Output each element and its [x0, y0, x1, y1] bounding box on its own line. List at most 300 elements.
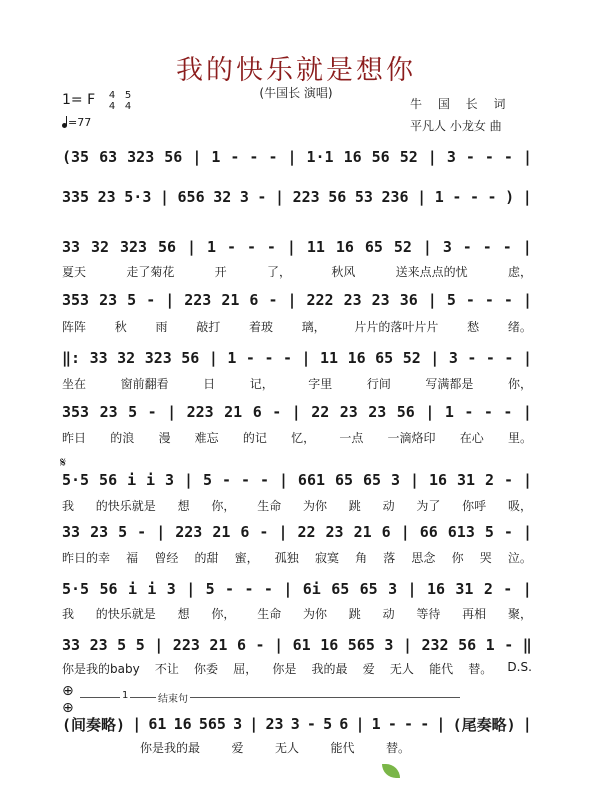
lyric-word: 开 [214, 265, 227, 279]
note-group: 56 [328, 188, 347, 206]
lyric-word: 曾经 [154, 551, 179, 565]
note-group: 223 [172, 636, 200, 654]
bar-line: | [522, 523, 532, 541]
lyric-word: 的记 [242, 431, 267, 445]
lyric-word: 你是 [272, 662, 297, 676]
note-group: - [240, 471, 250, 489]
note-group: 353 [62, 403, 90, 421]
lyric-word: 坐在 [62, 377, 87, 391]
time-sig-a-top: 4 [108, 90, 116, 101]
note-group: 5 [128, 403, 138, 421]
note-group: - [259, 471, 269, 489]
note-group: 32 [91, 238, 110, 256]
note-group: 16 [347, 349, 366, 367]
note-group: - [147, 403, 157, 421]
note-group: 65 [334, 471, 354, 489]
note-group: 3 [165, 471, 175, 489]
note-group: 3 [391, 471, 401, 489]
note-group: 16 [428, 471, 448, 489]
note-group: 65 [331, 580, 350, 598]
lyric-word: 敲打 [196, 320, 221, 334]
lyric-word: 我 [62, 607, 75, 621]
lyric-word: 我 [62, 499, 75, 513]
note-group: 236 [381, 188, 409, 206]
lyric-word: 秋风 [331, 265, 356, 279]
note-group: 32 [213, 188, 232, 206]
note-group: 323 [127, 148, 155, 166]
lyric-word: 里。 [507, 431, 532, 445]
note-group: 31 [455, 580, 474, 598]
quarter-note-icon [62, 123, 67, 128]
lyric-word: 你， [211, 499, 236, 513]
score-row-9-lyrics [62, 605, 532, 627]
note-group: 656 [177, 188, 205, 206]
note-group: 23 [325, 523, 344, 541]
lyric-word: 璃， [301, 320, 326, 334]
note-group: - [464, 403, 474, 421]
note-group: 53 [354, 188, 373, 206]
note-group: - [465, 148, 475, 166]
lyric-word: 的快乐就是 [95, 607, 156, 621]
note-group: - [257, 188, 267, 206]
note-group: 6 [240, 523, 250, 541]
note-group: 5 [118, 523, 128, 541]
note-group: 5 [484, 523, 494, 541]
lyric-word: D.S. [507, 660, 532, 674]
note-group: 1 [371, 715, 381, 733]
note-group: 56 [371, 148, 390, 166]
bar-line: | [427, 291, 437, 309]
performer-subtitle: (牛国长 演唱) [259, 86, 333, 100]
lyricist-credit: 牛 国 长 词 [410, 97, 512, 111]
bar-line: | [287, 148, 297, 166]
segno-icon: 𝄋 [60, 455, 67, 471]
bar-line: | [184, 471, 194, 489]
note-group: - [225, 580, 235, 598]
note-group: 5 [135, 636, 145, 654]
song-title: 我的快乐就是想你 [176, 55, 416, 86]
lyric-word: 你 [451, 551, 464, 565]
time-sig-b-bottom: 4 [124, 101, 132, 112]
note-group: - [268, 148, 278, 166]
lyric-word: 的快乐就是 [95, 499, 156, 513]
note-group: - [249, 148, 259, 166]
note-group: 21 [224, 403, 243, 421]
note-group: - [246, 238, 256, 256]
lyric-word: 虑， [507, 265, 532, 279]
note-group: - [503, 580, 513, 598]
note-group: 56 [458, 636, 477, 654]
bar-line: | [154, 636, 164, 654]
note-group: 56 [164, 148, 183, 166]
note-group: i [146, 471, 156, 489]
lyric-word: 日 [203, 377, 216, 391]
score-row-1-notes [62, 146, 532, 168]
note-group: 6 [252, 403, 262, 421]
score-row-7-lyrics [62, 497, 532, 519]
note-group: - [503, 523, 513, 541]
time-sig-a-bottom: 4 [108, 101, 116, 112]
note-group: 565 [198, 715, 226, 733]
note-group: 61 [292, 636, 311, 654]
note-group: 335 [62, 188, 90, 206]
note-group: 61 [148, 715, 167, 733]
bar-line: | [274, 636, 284, 654]
note-group: - [266, 238, 276, 256]
lyric-word: 你， [211, 607, 236, 621]
bar-line: | [355, 715, 365, 733]
ending-bracket [80, 697, 460, 698]
score-row-8-notes [62, 521, 532, 543]
note-group: 5 [205, 580, 215, 598]
bar-line: | [422, 238, 432, 256]
note-group: 21 [212, 523, 231, 541]
bar-line: | [159, 188, 169, 206]
bar-line: | [208, 349, 218, 367]
note-group: 65 [359, 580, 378, 598]
bar-line: | [186, 580, 196, 598]
lyric-word: 吸， [507, 499, 532, 513]
note-group: - [504, 349, 514, 367]
note-group: 613 [447, 523, 475, 541]
note-group: 56 [99, 580, 118, 598]
note-group: 33 [62, 238, 81, 256]
note-group: - [469, 188, 479, 206]
bar-line: | [522, 238, 532, 256]
note-group: 22 [297, 523, 316, 541]
note-group: 66 [419, 523, 438, 541]
bar-line: | [417, 188, 427, 206]
note-group: 21 [221, 291, 240, 309]
bar-line: | [400, 523, 410, 541]
score-row-6-lyrics [62, 429, 532, 451]
note-group: 5 [203, 471, 213, 489]
note-group: 11 [306, 238, 325, 256]
bar-line: | [156, 523, 166, 541]
bar-line: | [522, 349, 532, 367]
score-row-10-lyrics [62, 660, 532, 682]
lyric-word: 为你 [302, 607, 327, 621]
note-group: ‖: [62, 349, 81, 367]
note-group: - [264, 349, 274, 367]
lyric-word: 你是我的baby [62, 662, 140, 676]
bar-line: | [436, 715, 446, 733]
lyric-word: 想 [177, 499, 190, 513]
bar-line: | [275, 188, 285, 206]
note-group: i [127, 471, 137, 489]
lyric-word: 孤独 [274, 551, 299, 565]
note-group: - [306, 715, 316, 733]
coda-icon-2: ⊕ [62, 700, 74, 716]
note-group: - [226, 238, 236, 256]
note-group: - [282, 349, 292, 367]
note-group: 3 [388, 580, 398, 598]
lyric-word: 秋 [114, 320, 127, 334]
note-group: 3 [290, 715, 300, 733]
key-signature: 1= F [62, 92, 96, 108]
note-group: - [482, 238, 492, 256]
note-group: 5 [323, 715, 333, 733]
lyric-word: 行间 [366, 377, 391, 391]
tempo [62, 116, 91, 129]
note-group: 565 [347, 636, 375, 654]
lyric-word: 爱 [231, 741, 244, 755]
note-group: 1 [434, 188, 444, 206]
note-group: 11 [320, 349, 339, 367]
score-row-3-lyrics [62, 263, 532, 285]
bar-line: | [522, 188, 532, 206]
note-group: 323 [120, 238, 148, 256]
lyric-word: 蜜， [234, 551, 259, 565]
note-group: - [484, 148, 494, 166]
note-group: 23 [90, 523, 109, 541]
lyric-word: 能代 [429, 662, 454, 676]
note-group: - [484, 291, 494, 309]
lyric-word: 跳 [348, 607, 361, 621]
lyric-word: 在心 [459, 431, 484, 445]
score-row-4-notes [62, 289, 532, 311]
note-group: - [503, 403, 513, 421]
note-group: 56 [396, 403, 415, 421]
note-group: 1 [207, 238, 217, 256]
bar-line: | [291, 403, 301, 421]
lyric-word: 替。 [468, 662, 493, 676]
note-group: - [502, 238, 512, 256]
note-group: 22 [311, 403, 330, 421]
note-group: (间奏略) [62, 715, 126, 734]
note-group: 5·5 [62, 471, 90, 489]
note-group: 33 [62, 636, 81, 654]
note-group: 5·3 [124, 188, 152, 206]
lyric-word: 窗前翻看 [120, 377, 169, 391]
note-group: - [503, 148, 513, 166]
score-row-3-notes [62, 236, 532, 258]
composer-credit: 平凡人 小龙女 曲 [410, 119, 502, 133]
note-group: 32 [117, 349, 136, 367]
bar-line: | [167, 403, 177, 421]
score-row-6-notes [62, 401, 532, 423]
lyric-word: 能代 [330, 741, 355, 755]
note-group: 52 [399, 148, 418, 166]
lyric-word: 想 [177, 607, 190, 621]
note-group: - [230, 148, 240, 166]
note-group: 6i [302, 580, 321, 598]
score-row-7-notes [62, 469, 532, 491]
lyric-word: 字里 [308, 377, 333, 391]
note-group: 3 [448, 349, 458, 367]
note-group: - [503, 291, 513, 309]
lyric-word: 泣。 [507, 551, 532, 565]
note-group: - [263, 580, 273, 598]
lyric-word: 再相 [462, 607, 487, 621]
note-group: ) [505, 188, 515, 206]
bar-line: | [132, 715, 142, 733]
lyric-word: 的甜 [194, 551, 219, 565]
bar-line: | [165, 291, 175, 309]
bar-line: | [192, 148, 202, 166]
lyric-word: 你呼 [462, 499, 487, 513]
lyric-word: 无人 [274, 741, 299, 755]
score-row-10-notes [62, 634, 532, 656]
bar-line: ‖ [522, 636, 532, 654]
note-group: 2 [485, 471, 495, 489]
note-group: 5·5 [62, 580, 90, 598]
bar-line: | [522, 471, 532, 489]
note-group: 1 [211, 148, 221, 166]
lyric-word: 一滴烙印 [387, 431, 436, 445]
bar-line: | [430, 349, 440, 367]
note-group: 36 [399, 291, 418, 309]
note-group: 3 [233, 715, 243, 733]
time-sig-b-top: 5 [124, 90, 132, 101]
note-group: 1·1 [306, 148, 334, 166]
lyric-word: 记， [249, 377, 274, 391]
bar-line: | [402, 636, 412, 654]
lyric-word: 聚， [507, 607, 532, 621]
note-group: 661 [297, 471, 326, 489]
note-group: 3 [166, 580, 176, 598]
lyric-word: 动 [382, 499, 395, 513]
lyric-word: 等待 [416, 607, 441, 621]
note-group: - [259, 523, 269, 541]
lyric-word: 替。 [385, 741, 410, 755]
score-row-4-lyrics [62, 318, 532, 340]
note-group: 23 [265, 715, 284, 733]
note-group: 65 [364, 238, 383, 256]
note-group: 232 [421, 636, 449, 654]
lyric-word: 片片的落叶片片 [354, 320, 439, 334]
note-group: 6 [339, 715, 349, 733]
note-group: - [503, 471, 514, 489]
note-group: 65 [375, 349, 394, 367]
note-group: 23 [368, 403, 387, 421]
bar-line: | [287, 291, 297, 309]
note-group: 1 [485, 636, 495, 654]
lyric-word: 你委 [194, 662, 219, 676]
note-group: 33 [89, 349, 108, 367]
score-row-9-notes [62, 578, 532, 600]
note-group: 5 [127, 291, 137, 309]
note-group: - [462, 238, 472, 256]
note-group: - [255, 636, 265, 654]
coda-icon: ⊕ [62, 683, 74, 699]
lyric-word: 爱 [362, 662, 375, 676]
lyric-word: 我的最 [311, 662, 348, 676]
lyric-word: 漫 [158, 431, 171, 445]
lyric-word: 愁 [467, 320, 480, 334]
note-group: - [387, 715, 397, 733]
note-group: 5 [117, 636, 127, 654]
note-group: 52 [393, 238, 412, 256]
note-group: 23 [339, 403, 358, 421]
lyric-word: 寂寞 [314, 551, 339, 565]
lyric-word: 难忘 [194, 431, 219, 445]
lyric-word: 福 [126, 551, 139, 565]
note-group: i [127, 580, 137, 598]
lyric-word: 你是我的最 [140, 741, 201, 755]
score-row-5-lyrics [62, 375, 532, 397]
note-group: 223 [186, 403, 214, 421]
lyric-word: 跳 [348, 499, 361, 513]
lyric-word: 生命 [257, 607, 282, 621]
bar-line: | [522, 715, 532, 733]
note-group: 223 [184, 291, 212, 309]
bar-line: | [522, 148, 532, 166]
bar-line: | [286, 238, 296, 256]
bar-line: | [522, 580, 532, 598]
leaf-logo-icon [382, 764, 400, 778]
note-group: 223 [292, 188, 320, 206]
note-group: 31 [456, 471, 476, 489]
note-group: - [465, 291, 475, 309]
note-group: 63 [99, 148, 118, 166]
bar-line: | [249, 715, 259, 733]
note-group: (尾奏略) [452, 715, 516, 734]
note-group: 1 [444, 403, 454, 421]
volta-number: 1 [122, 690, 129, 701]
note-group: 16 [335, 238, 354, 256]
note-group: - [485, 349, 495, 367]
note-group: - [221, 471, 232, 489]
note-group: - [245, 349, 255, 367]
note-group: 56 [158, 238, 177, 256]
score-row-2-notes [62, 186, 532, 208]
note-group: 16 [343, 148, 362, 166]
note-group: 3 [239, 188, 249, 206]
lyric-word: 思念 [411, 551, 436, 565]
note-group: 23 [371, 291, 390, 309]
score-row-8-lyrics [62, 549, 532, 571]
note-group: 16 [320, 636, 339, 654]
note-group: 65 [362, 471, 382, 489]
note-group: (35 [62, 148, 90, 166]
note-group: 56 [99, 471, 118, 489]
note-group: 16 [173, 715, 192, 733]
note-group: 1 [227, 349, 237, 367]
note-group: 3 [442, 238, 452, 256]
lyric-word: 阵阵 [62, 320, 87, 334]
lyric-word: 一点 [339, 431, 364, 445]
note-group: 5 [446, 291, 456, 309]
note-group: - [146, 291, 156, 309]
lyric-word: 写满都是 [425, 377, 474, 391]
note-group: 6 [381, 523, 391, 541]
lyric-word: 为了 [416, 499, 441, 513]
note-group: 23 [97, 188, 116, 206]
lyric-word: 了， [266, 265, 291, 279]
note-group: - [244, 580, 254, 598]
note-group: - [452, 188, 462, 206]
lyric-word: 哭 [479, 551, 492, 565]
note-group: - [404, 715, 414, 733]
lyric-word: 昨日的幸 [62, 551, 111, 565]
lyric-word: 落 [383, 551, 396, 565]
note-group: - [467, 349, 477, 367]
lyric-word: 送来点点的忧 [395, 265, 468, 279]
note-group: 323 [144, 349, 172, 367]
lyric-word: 昨日 [62, 431, 87, 445]
note-group: - [504, 636, 514, 654]
note-group: 52 [402, 349, 421, 367]
bar-line: | [409, 471, 420, 489]
note-group: 3 [384, 636, 394, 654]
note-group: 6 [249, 291, 259, 309]
note-group: - [272, 403, 282, 421]
lyric-word: 无人 [389, 662, 414, 676]
tempo-value: =77 [68, 116, 92, 129]
note-group: - [487, 188, 497, 206]
note-group: 3 [446, 148, 456, 166]
